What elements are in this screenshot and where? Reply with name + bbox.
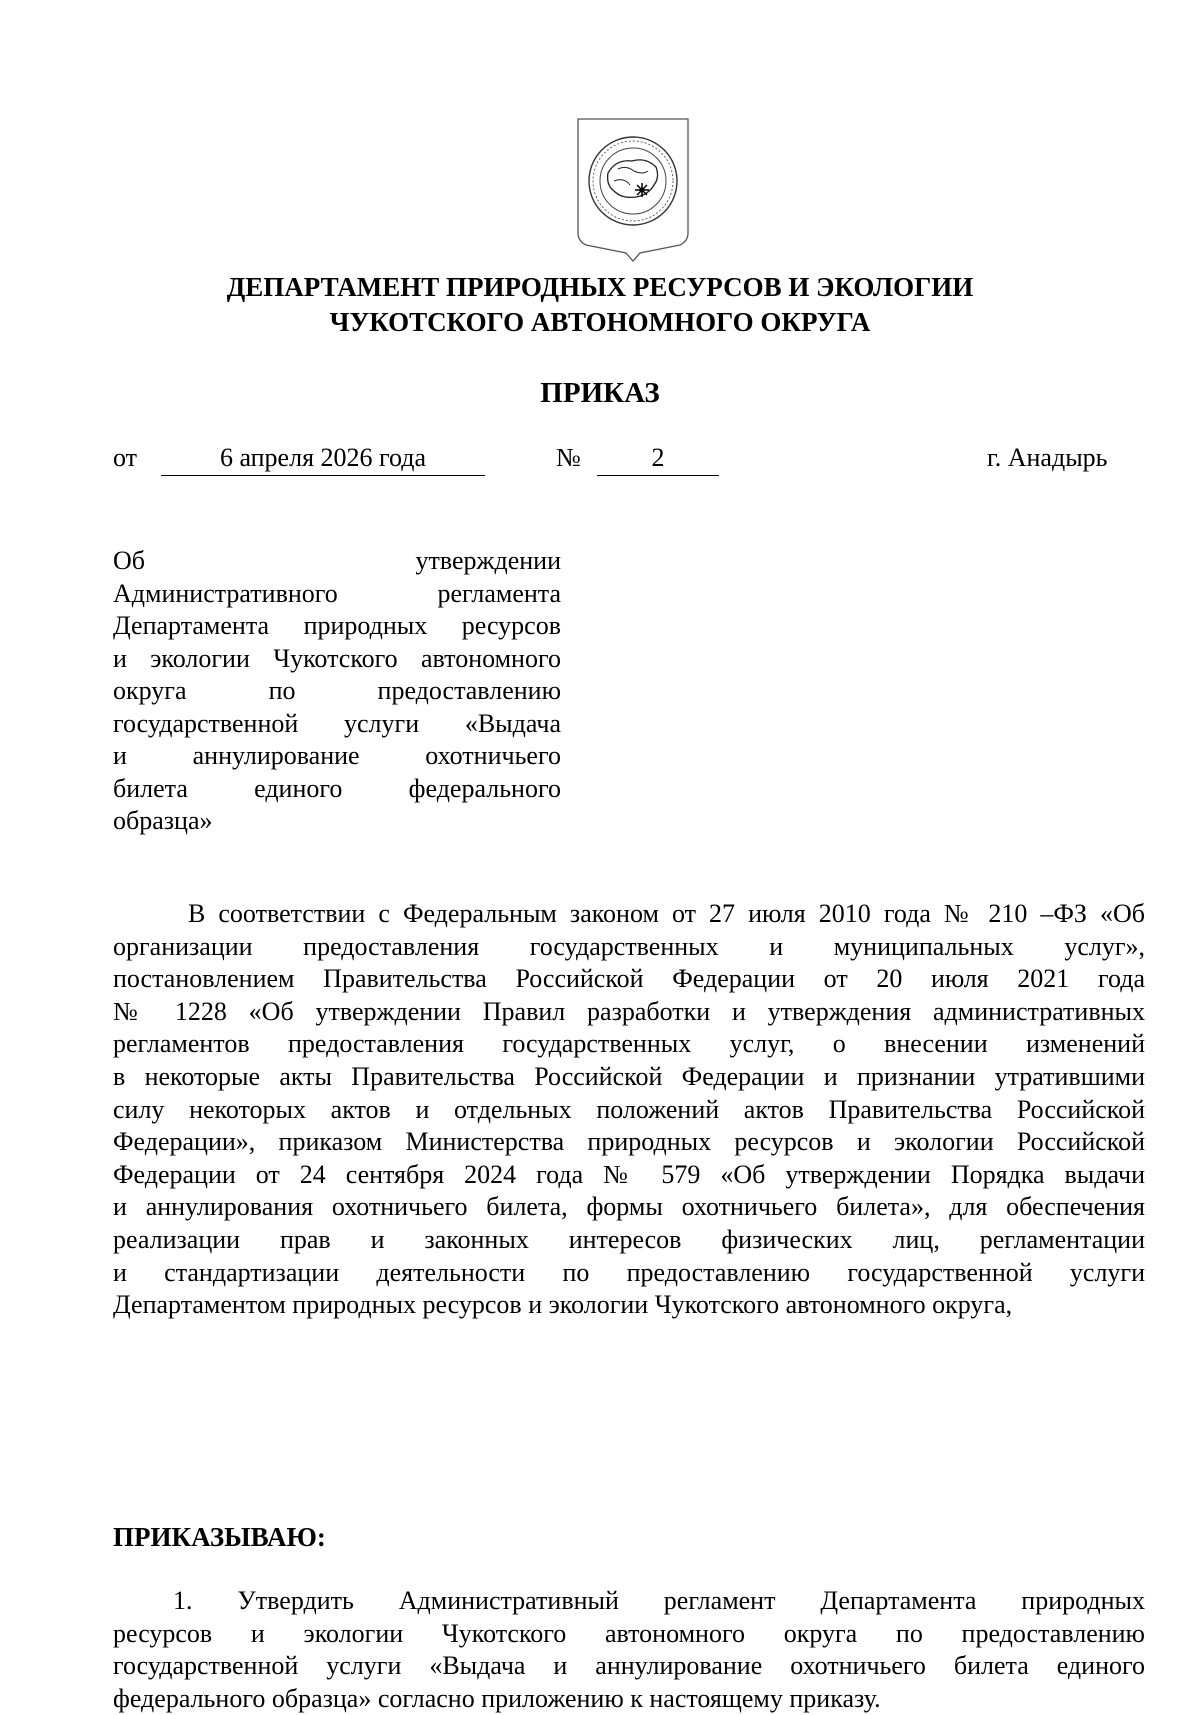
subject-line: Департамента природных ресурсов (113, 611, 561, 640)
preamble-paragraph (113, 898, 1145, 1322)
subject-line: билета единого федерального (113, 773, 561, 803)
subject-line: образца» (113, 806, 213, 835)
preamble-line: регламентов предоставления государственных услуг, о внесении изменений (113, 1029, 1145, 1059)
document-type: ПРИКАЗ (540, 377, 660, 409)
preamble-line: № 1228 «Об утверждении Правил разработки и утверждения административных (113, 996, 1145, 1026)
document-number: 2 (597, 441, 719, 476)
subject-line: и экологии Чукотского автономного (113, 643, 561, 673)
preamble-line: и стандартизации деятельности по предоставлению государственной услуги (113, 1257, 1145, 1287)
preamble-line: Департаментом природных ресурсов и экологии Чукотского автономного округа, (113, 1290, 1013, 1320)
document-meta-line (0, 441, 1200, 481)
chukotka-coat-of-arms-icon (574, 115, 692, 263)
preamble-line: постановлением Правительства Российской Федерации от 20 июля 2021 года (113, 964, 1145, 994)
organization-title-line-2: ЧУКОТСКОГО АВТОНОМНОГО ОКРУГА (329, 307, 871, 337)
document-date: 6 апреля 2026 года (161, 441, 485, 476)
order-item-line: ресурсов и экологии Чукотского автономного округа по предоставлению (113, 1618, 1145, 1648)
document-city: г. Анадырь (987, 443, 1108, 472)
order-item-line: государственной услуги «Выдача и аннулирование охотничьего билета единого (113, 1651, 1145, 1681)
subject-line: Административного регламента (113, 578, 561, 608)
organization-title-line-1: ДЕПАРТАМЕНТ ПРИРОДНЫХ РЕСУРСОВ И ЭКОЛОГИИ (226, 272, 974, 302)
number-prefix: № (556, 443, 581, 472)
subject-line: Об утверждении (113, 546, 561, 575)
document-subject (113, 545, 561, 838)
order-item-line: 1. Утвердить Административный регламент Департамента природных (173, 1586, 1145, 1615)
date-prefix: от (113, 443, 138, 472)
order-item-1 (113, 1585, 1145, 1715)
order-item-line: федерального образца» согласно приложению к настоящему приказу. (113, 1683, 881, 1713)
subject-line: и аннулирование охотничьего (113, 741, 561, 770)
preamble-line: Федерации», приказом Министерства природных ресурсов и экологии Российской (113, 1127, 1145, 1157)
order-directive-word: ПРИКАЗЫВАЮ: (113, 1522, 326, 1552)
preamble-line: организации предоставления государственных и муниципальных услуг», (113, 931, 1145, 961)
preamble-line: В соответствии с Федеральным законом от 27 июля 2010 года № 210 –ФЗ «Об (188, 899, 1145, 928)
subject-line: государственной услуги «Выдача (113, 708, 561, 738)
preamble-line: Федерации от 24 сентября 2024 года № 579 «Об утверждении Порядка выдачи (113, 1159, 1145, 1189)
subject-line: округа по предоставлению (113, 676, 561, 705)
preamble-line: в некоторые акты Правительства Российской Федерации и признании утратившими (113, 1061, 1145, 1091)
preamble-line: силу некоторых актов и отдельных положений актов Правительства Российской (113, 1094, 1145, 1124)
preamble-line: и аннулирования охотничьего билета, формы охотничьего билета», для обеспечения (113, 1192, 1145, 1222)
organization-title (0, 270, 1200, 340)
preamble-line: реализации прав и законных интересов физических лиц, регламентации (113, 1224, 1145, 1254)
